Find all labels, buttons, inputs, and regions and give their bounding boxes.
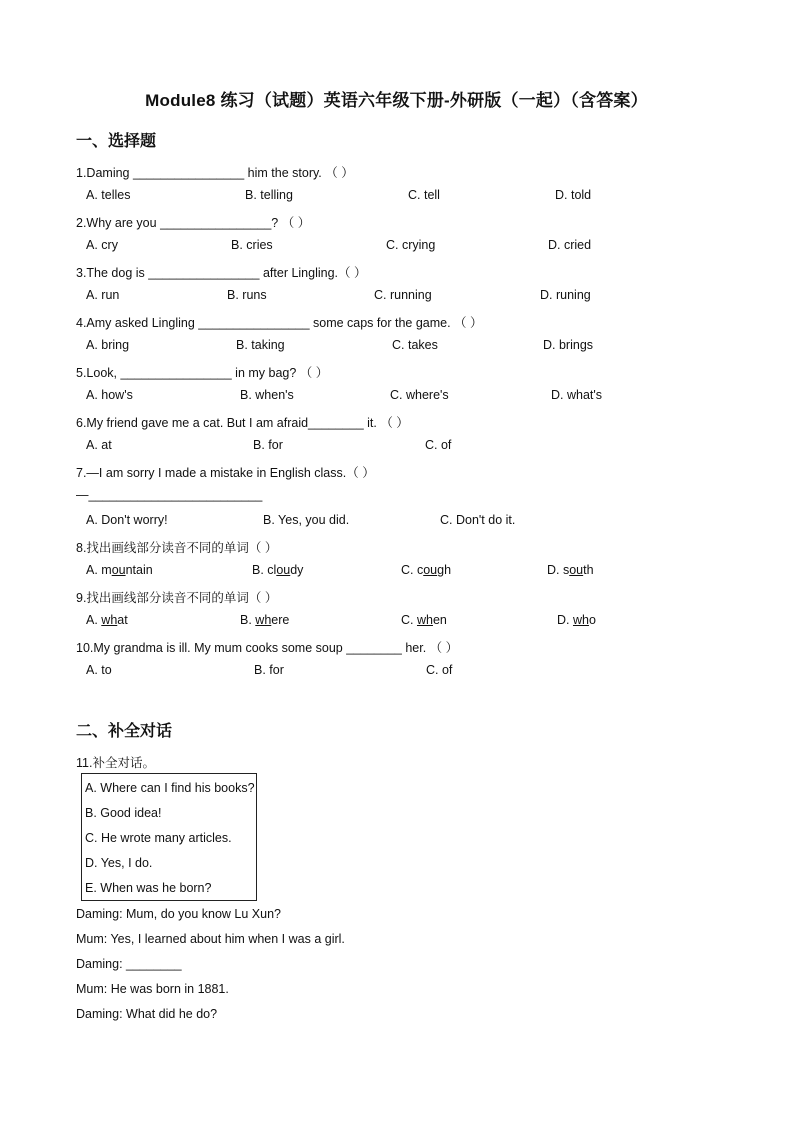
- option-c: C. of: [426, 663, 453, 677]
- option-a: A. what: [86, 613, 128, 627]
- question-1-options: [0, 188, 793, 206]
- question-10-options: [0, 663, 793, 681]
- dialogue-line: Mum: He was born in 1881.: [76, 982, 229, 996]
- choice-box: [81, 773, 257, 901]
- dialogue-line: Daming: Mum, do you know Lu Xun?: [76, 907, 281, 921]
- option-c: C. when: [401, 613, 447, 627]
- option-a: A. how's: [86, 388, 133, 402]
- question-11-stem: 11.补全对话。: [76, 756, 155, 770]
- section-heading-choice: 一、选择题: [76, 133, 157, 150]
- choice-a: A. Where can I find his books?: [85, 781, 255, 795]
- question-7-response-blank: —_________________________: [76, 488, 263, 502]
- option-b: B. runs: [227, 288, 267, 302]
- option-c: C. crying: [386, 238, 436, 252]
- option-c: C. cough: [401, 563, 452, 577]
- option-a: A. bring: [86, 338, 130, 352]
- option-a: A. Don't worry!: [86, 513, 168, 527]
- choice-e: E. When was he born?: [85, 881, 212, 895]
- option-d: D. south: [547, 563, 594, 577]
- option-b: B. cries: [231, 238, 273, 252]
- option-d: D. brings: [543, 338, 594, 352]
- option-a: A. telles: [86, 188, 131, 202]
- option-b: B. cloudy: [252, 563, 304, 577]
- option-b: B. Yes, you did.: [263, 513, 350, 527]
- choice-c: C. He wrote many articles.: [85, 831, 232, 845]
- option-a: A. cry: [86, 238, 118, 252]
- option-a: A. to: [86, 663, 112, 677]
- dialogue-line: Mum: Yes, I learned about him when I was a girl.: [76, 932, 345, 946]
- option-d: D. what's: [551, 388, 603, 402]
- option-c: C. where's: [390, 388, 449, 402]
- option-d: D. told: [555, 188, 592, 202]
- question-4-stem: 4.Amy asked Lingling ________________ some caps for the game. （ ）: [76, 316, 483, 330]
- page-title: Module8 练习（试题）英语六年级下册-外研版（一起）（含答案）: [145, 91, 648, 110]
- question-5-stem: 5.Look, ________________ in my bag? （ ）: [76, 366, 329, 380]
- question-6-stem: 6.My friend gave me a cat. But I am afraid________ it. （ ）: [76, 416, 409, 430]
- option-a: A. run: [86, 288, 120, 302]
- question-3-stem: 3.The dog is ________________ after Lingling.（ ）: [76, 266, 367, 280]
- question-9-options: [0, 613, 793, 631]
- option-b: B. taking: [236, 338, 285, 352]
- dialogue-line: Daming: What did he do?: [76, 1007, 218, 1021]
- option-a: A. mountain: [86, 563, 153, 577]
- option-b: B. when's: [240, 388, 294, 402]
- option-c: C. Don't do it.: [440, 513, 516, 527]
- choice-b: B. Good idea!: [85, 806, 162, 820]
- option-b: B. where: [240, 613, 290, 627]
- option-b: B. telling: [245, 188, 293, 202]
- option-c: C. tell: [408, 188, 440, 202]
- question-4-options: [0, 338, 793, 356]
- question-8-stem: 8.找出画线部分读音不同的单词（ ）: [76, 541, 278, 555]
- option-d: D. who: [557, 613, 596, 627]
- question-8-options: [0, 563, 793, 581]
- question-7-options: [0, 513, 793, 531]
- question-2-stem: 2.Why are you ________________? （ ）: [76, 216, 311, 230]
- choice-d: D. Yes, I do.: [85, 856, 153, 870]
- question-3-options: [0, 288, 793, 306]
- option-b: B. for: [254, 663, 284, 677]
- option-c: C. running: [374, 288, 432, 302]
- option-d: D. cried: [548, 238, 592, 252]
- question-1-stem: 1.Daming ________________ him the story. （ ）: [76, 166, 354, 180]
- option-c: C. of: [425, 438, 452, 452]
- option-c: C. takes: [392, 338, 438, 352]
- question-7-stem: 7.—I am sorry I made a mistake in English class.（ ）: [76, 466, 375, 480]
- dialogue-line: Daming: ________: [76, 957, 182, 971]
- section-heading-dialogue: 二、补全对话: [76, 723, 173, 740]
- question-6-options: [0, 438, 793, 456]
- question-2-options: [0, 238, 793, 256]
- question-10-stem: 10.My grandma is ill. My mum cooks some soup ________ her. （ ）: [76, 641, 459, 655]
- option-a: A. at: [86, 438, 112, 452]
- question-5-options: [0, 388, 793, 406]
- option-d: D. runing: [540, 288, 591, 302]
- option-b: B. for: [253, 438, 283, 452]
- question-9-stem: 9.找出画线部分读音不同的单词（ ）: [76, 591, 278, 605]
